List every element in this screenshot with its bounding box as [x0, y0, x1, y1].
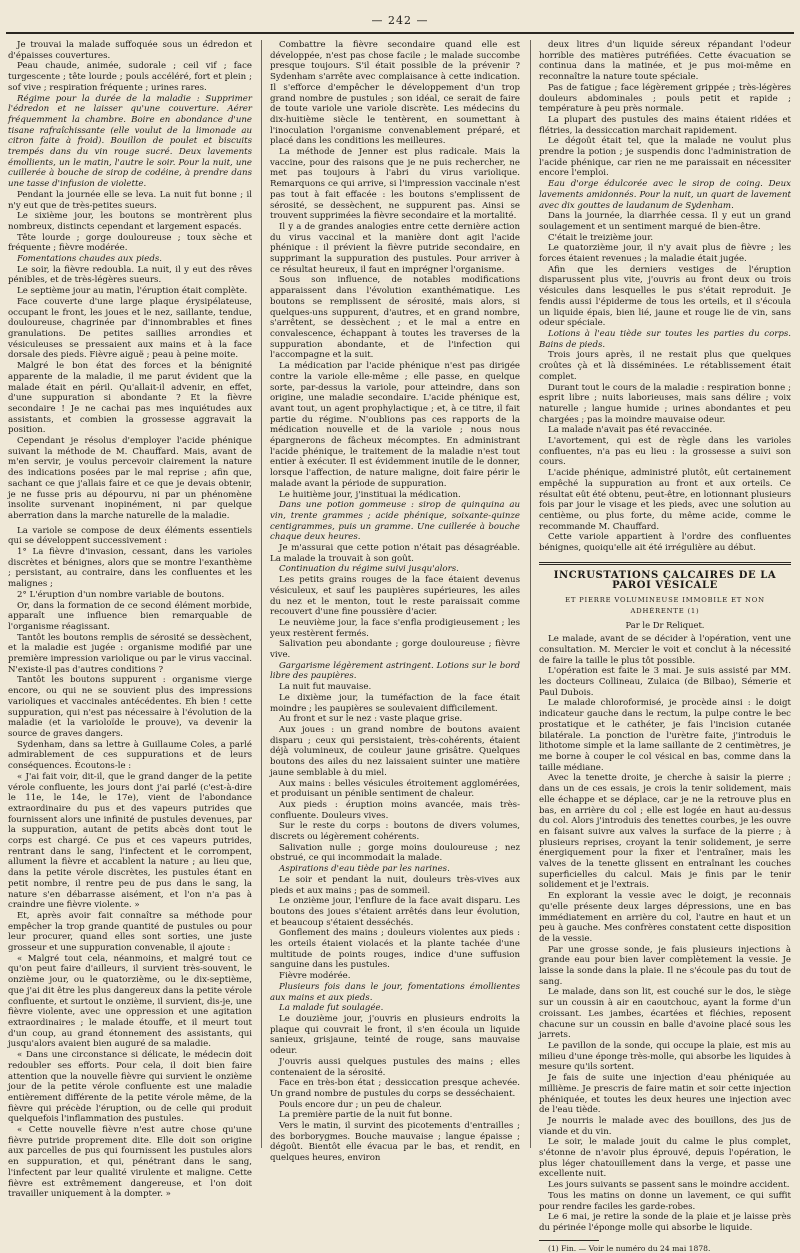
paragraph: Le malade, dans son lit, est couché sur le dos, le siège sur un coussin à air en caoutchouc, ayant la forme d'un croissant. Les jambes, écartées et fléchies, reposent chacune sur un coussin en balle d'avoine placé sous les jarrets. — [539, 987, 791, 1041]
paragraph: Cette variole appartient à l'ordre des confluentes bénignes, quoiqu'elle ait été irrégulière au début. — [539, 532, 791, 554]
paragraph: Dans la journée, la diarrhée cessa. Il y eut un grand soulagement et un sentiment marqué de bien-être. — [539, 211, 791, 232]
paragraph: Le soir, la fièvre redoubla. La nuit, il y eut des rêves pénibles, et de très-légères sueurs. — [8, 264, 252, 286]
paragraph: Le malade chloroformisé, je procède ainsi : le doigt indicateur gauche dans le rectum, la pulpe contre le bec prostatique et le cathéter, je fais l'incision cutanée bilatérale. La ponction de l'urètre faite, j'introduis le lithotome simple et la lame saillante de 2 centimètres, je me borne à couper le col vésical en bas, comme dans la taille médiane. — [539, 698, 791, 773]
paragraph: Tantôt les boutons suppurent : organisme vierge encore, ou qui ne se souvient plus des impressions varioliques et vaccinales antécédentes. Eh bien ! cette suppuration, qui n'est pas nécessaire à l'évolution de la maladie (et la varioloïde le prouve), va devenir la source de graves dangers. — [8, 675, 252, 739]
paragraph: Le quatorzième jour, il n'y avait plus de fièvre ; les forces étaient revenues ; la maladie était jugée. — [539, 243, 791, 265]
column-left — [8, 40, 252, 1200]
paragraph: Lotions à l'eau tiède sur toutes les parties du corps. Bains de pieds. — [539, 328, 791, 350]
paragraph: Le huitième jour, j'instituai la médication. — [279, 489, 461, 500]
paragraph: La médication par l'acide phénique n'est pas dirigée contre la variole elle-même ; elle passe, en quelque sorte, par-dessus la variole, pour atteindre, dans son origine, une maladie secondaire. L'acide phénique est, avant tout, un agent prophylactique ; et, à ce titre, il fait partie du régime. N'oublions pas ces rapports de la médication nouvelle et de la variole ; nous nous épargnerons de fâcheux mécomptes. En administrant l'acide phénique, le traitement de la maladie n'est tout entier à exécuter. Il est évidemment inutile de le donner, lorsque l'affection, de nature maligne, doit faire périr le malade avant la période de suppuration. — [270, 361, 520, 489]
column-divider — [261, 40, 262, 1148]
paragraph: 1° La fièvre d'invasion, cessant, dans les varioles discrètes et bénignes, alors que se montre l'exanthème ; persistant, au contraire, dans les confluentes et les malignes ; — [8, 547, 252, 590]
paragraph: La malade n'avait pas été revaccinée. — [548, 425, 713, 436]
paragraph: Fomentations chaudes aux pieds. — [17, 254, 163, 265]
paragraph: La plupart des pustules des mains étaient ridées et flétries, la dessiccation marchait rapidement. — [539, 114, 791, 136]
paragraph: C'était le treizième jour. — [548, 232, 654, 243]
paragraph: Le douzième jour, j'ouvris en plusieurs endroits la plaque qui couvrait le front, il s'en écoula un liquide sanieux, grisjaune, teinté de rouge, sans mauvaise odeur. — [270, 1013, 520, 1057]
footnote-rule — [539, 1240, 599, 1241]
paragraph: En explorant la vessie avec le doigt, je reconnais qu'elle présente deux larges dépressions, une en bas immédiatement en arrière du col, l'autre en haut et un peu à gauche. Mes confrères constatent cette disposition de la vessie. — [539, 891, 791, 944]
paragraph: Tête lourde ; gorge douloureuse ; toux sèche et fréquente ; fièvre modérée. — [8, 232, 252, 254]
paragraph: Je trouvai la malade suffoquée sous un édredon et d'épaisses couvertures. — [8, 40, 252, 61]
paragraph: La variole se compose de deux éléments essentiels qui se développent successivement : — [8, 525, 252, 547]
paragraph: Aux joues : un grand nombre de boutons avaient disparu ; ceux qui persistaient, très-cohérents, étaient déjà volumineux, de couleur jaune grisâtre. Quelques boutons des ailes du nez laissaient suinter une matière jaune semblable à du miel. — [270, 725, 520, 778]
paragraph: Aspirations d'eau tiède par les narines. — [279, 864, 450, 875]
paragraph: Sur le reste du corps : boutons de divers volumes, discrets ou légèrement cohérents. — [270, 821, 520, 843]
paragraph: Je nourris le malade avec des bouillons, des jus de viande et du vin. — [539, 1115, 791, 1137]
paragraph: L'avortement, qui est de règle dans les varioles confluentes, n'a pas eu lieu : la grossesse a suivi son cours. — [539, 436, 791, 468]
paragraph: Trois jours après, il ne restait plus que quelques croûtes çà et là disséminées. Le rétablissement était complet. — [539, 350, 791, 382]
paragraph: Dans une potion gommeuse : sirop de quinquina au vin, trente grammes ; acide phénique, soixante-quinze centigrammes, puis un gramme. Une cuillerée à bouche chaque deux heures. — [270, 500, 520, 543]
paragraph: Eau d'orge édulcorée avec le sirop de coing. Deux lavements amidonnés. Pour la nuit, un quart de lavement avec dix gouttes de laudanum de Sydenham. — [539, 179, 791, 211]
paragraph: L'opération est faite le 3 mai. Je suis assisté par MM. les docteurs Collineau, Zulaica (de Bilbao), Sémerie et Paul Dubois. — [539, 666, 791, 698]
page-number: — 242 — — [371, 14, 429, 27]
column-right — [539, 40, 791, 1253]
paragraph: La malade fut soulagée. — [279, 1003, 384, 1014]
paragraph: Avec la tenette droite, je cherche à saisir la pierre ; dans un de ces essais, je crois la tenir solidement, mais elle échappe et se déplace, car je ne la retrouve plus en bas, en arrière du col ; elle est logée en haut au-dessus du col. Alors j'introduis des tenettes courbes, je les ouvre en faisant suivre aux valves la surface de la pierre ; à plusieurs reprises, croyant la tenir solidement, je serre énergiquement pour la fixer et l'entraîner, mais les valves de la tenette glissent en entraînant les couches superficielles du calcul. Mais je finis par le tenir solidement et je l'extrais. — [539, 773, 791, 891]
paragraph: Gargarisme légèrement astringent. Lotions sur le bord libre des paupières. — [270, 660, 520, 682]
paragraph: Le neuvième jour, la face s'enfla prodigieusement ; les yeux restèrent fermés. — [270, 617, 520, 639]
article-body — [539, 634, 791, 1233]
paragraph: Durant tout le cours de la maladie : respiration bonne ; esprit libre ; nuits laborieuses, mais sans délire ; voix naturelle ; langue humide ; urines abondantes et peu chargées ; pas la moindre mauvaise odeur. — [539, 382, 791, 425]
paragraph: Les jours suivants se passent sans le moindre accident. — [548, 1180, 790, 1191]
paragraph: Tous les matins on donne un lavement, ce qui suffit pour rendre faciles les garde-robes. — [539, 1190, 791, 1212]
paragraph: Or, dans la formation de ce second élément morbide, apparaît une influence bien remarquable de l'organisme réagissant. — [8, 600, 252, 632]
paragraph: J'ouvris aussi quelques pustules des mains ; elles contenaient de la sérosité. — [270, 1056, 520, 1078]
case-report-conclusion — [539, 40, 791, 554]
paragraph: Salivation nulle ; gorge moins douloureuse ; nez obstrué, ce qui incommodait la malade. — [270, 842, 520, 864]
paragraph: Fièvre modérée. — [279, 971, 351, 982]
paragraph: Le 6 mai, je retire la sonde de la plaie et je laisse près du périnée l'éponge molle qui absorbe le liquide. — [539, 1212, 791, 1233]
paragraph: Pouls encore dur ; un peu de chaleur. — [279, 1099, 442, 1110]
column-middle — [270, 40, 520, 1164]
paragraph: Régime pour la durée de la maladie : Supprimer l'édredon et ne laisser qu'une couverture. Aérer fréquemment la chambre. Boire en abondance d'une tisane rafraîchissante (elle voulut de la limonade au citron faite à froid). Bouillon de poulet et biscuits trempés dans du vin rouge sucré. Deux lavements émollients, un le matin, l'autre le soir. Pour la nuit, une cuillerée à bouche de sirop de codéine, à prendre dans une tasse d'infusion de violette. — [8, 93, 252, 190]
paragraph: La méthode de Jenner est plus radicale. Mais la vaccine, pour des raisons que je ne puis rechercher, ne met pas toujours à l'abri du virus variolique. Remarquons ce qui arrive, si l'impression vaccinale n'est pas tout à fait effacée : les boutons s'emplissent de sérosité, se dessèchent, ne suppurent pas. Ainsi se trouvent supprimées la fièvre secondaire et la mortalité. — [270, 147, 520, 222]
paragraph: Sous son influence, de notables modifications apparaissent dans l'évolution exanthématique. Les boutons se remplissent de sérosité, mais alors, si quelques-uns suppurent, d'autres, et en grand nombre, s'arrêtent, se dessèchent ; et le mal a entre en convalescence, échappant à toutes les traverses de la suppuration abondante, et de l'infection qui l'accompagne et la suit. — [270, 275, 520, 361]
paragraph: Le soir, le malade jouit du calme le plus complet, s'étonne de n'avoir plus éprouvé, depuis l'opération, le plus léger chatouillement dans la verge, et passe une excellente nuit. — [539, 1137, 791, 1180]
paragraph: Aux pieds : éruption moins avancée, mais très-confluente. Douleurs vives. — [270, 799, 520, 821]
paragraph: 2° L'éruption d'un nombre variable de boutons. — [17, 589, 225, 600]
paragraph: Malgré le bon état des forces et la bénignité apparente de la maladie, il me parut évident que la malade était en péril. Qu'allait-il advenir, en effet, d'une suppuration si abondante ? Et la fièvre secondaire ! Je ne cachai pas mes inquiétudes aux assistants, et combien la grossesse aggravait la position. — [8, 361, 252, 436]
paragraph: « Malgré tout cela, néanmoins, et malgré tout ce qu'on peut faire d'ailleurs, il survient très-souvent, le onzième jour, ou le quatorzième, ou le dix-septième, que j'ai dit être les plus dangereux dans la petite vérole confluente, et surtout le onzième, il survient, dis-je, une fièvre violente, avec une oppression et une agitation extraordinaires ; le malade étouffe, et il meurt tout d'un coup, au grand étonnement des assistants, qui jusqu'alors avaient bien auguré de sa maladie. — [8, 953, 252, 1050]
footnote: (1) Fin. — Voir le numéro du 24 mai 1878. — [548, 1243, 711, 1253]
paragraph: Par une grosse sonde, je fais plusieurs injections à grande eau pour bien laver complètement la vessie. Je laisse la sonde dans la plaie. Il ne s'écoule pas du tout de sang. — [539, 944, 791, 987]
paragraph: Plusieurs fois dans le jour, fomentations émollientes aux mains et aux pieds. — [270, 981, 520, 1003]
paragraph: Le malade, avant de se décider à l'opération, vent une consultation. M. Mercier le voit et conclut à la nécessité de faire la taille le plus tôt possible. — [539, 634, 791, 666]
paragraph: « Dans une circonstance si délicate, le médecin doit redoubler ses efforts. Pour cela, il doit bien faire attention que la nouvelle fièvre qui survient le onzième jour de la petite vérole confluente est une maladie entièrement différente de la petite vérole même, de la fièvre qui précède l'éruption, ou de celle qui produit quelquefois l'inflammation des pustules. — [8, 1050, 252, 1125]
article-author: Par le Dr Reliquet. — [625, 619, 705, 630]
paragraph: Le septième jour au matin, l'éruption était complète. — [17, 286, 248, 297]
paragraph: Je fais de suite une injection d'eau phéniquée au millième. Je prescris de faire matin et soir cette injection phéniquée, et toutes les deux heures une injection avec de l'eau tiède. — [539, 1073, 791, 1116]
paragraph: Je m'assurai que cette potion n'était pas désagréable. La malade la trouvait à son goût. — [270, 543, 520, 564]
paragraph: Sydenham, dans sa lettre à Guillaume Coles, a parlé admirablement de ces suppurations et de leurs conséquences. Écoutons-le : — [8, 739, 252, 772]
paragraph: Le onzième jour, l'enflure de la face avait disparu. Les boutons des joues s'étaient arrêtés dans leur évolution, et beaucoup s'étaient desséchés. — [270, 896, 520, 928]
paragraph: Le dégoût était tel, que la malade ne voulut plus prendre la potion ; je suspendis donc l'administration de l'acide phénique, car rien ne me paraissait en nécessiter encore l'emploi. — [539, 136, 791, 179]
paragraph: Peau chaude, animée, sudorale ; ceil vif ; face turgescente ; tête lourde ; pouls accéléré, fort et plein ; sof vive ; respiration fréquente ; urines rares. — [8, 61, 252, 93]
paragraph: « Cette nouvelle fièvre n'est autre chose qu'une fièvre putride proprement dite. Elle doit son origine aux parcelles de pus qui fournissent les pustules alors en suppuration, et qui, pénétrant dans le sang, l'infectent par leur qualité virulente et maligne. Cette fièvre est extrêmement dangereuse, et l'on doit travailler uniquement à la dompter. » — [8, 1125, 252, 1200]
paragraph: Le soir et pendant la nuit, douleurs très-vives aux pieds et aux mains ; pas de sommeil. — [270, 874, 520, 896]
paragraph: Face couverte d'une large plaque érysipélateuse, occupant le front, les joues et le nez, saillante, tendue, douloureuse, chagrinée par d'innombrables et fines granulations. De petites saillies arrondies et vésiculeuses se pressaient aux mains et à la face dorsale des pieds. Fièvre aiguë ; peau à peine moite. — [8, 296, 252, 361]
paragraph: Le pavillon de la sonde, qui occupe la plaie, est mis au milieu d'une éponge très-molle, qui absorbe les liquides à mesure qu'ils sortent. — [539, 1040, 791, 1073]
section-rule — [539, 564, 791, 565]
article-subtitle: ET PIERRE VOLUMINEUSE IMMOBILE ET NON ADHÉRENTE (1) — [565, 596, 765, 615]
paragraph: Tantôt les boutons remplis de sérosité se dessèchent, et la maladie est jugée : organisme modifié par une première impression variolique ou par le virus vaccinal. N'existe-il pas d'autres conditions ? — [8, 632, 252, 675]
paragraph: deux litres d'un liquide séreux répandant l'odeur horrible des matières putréfiées. Cette évacuation se continua dans la matinée, et je pus moi-même en reconnaître la nature toute spéciale. — [539, 40, 791, 83]
paragraph: Vers le matin, il survint des picotements d'entrailles ; des borborygmes. Bouche mauvaise ; langue épaisse ; dégoût. Bientôt elle évacua par le bas, et rendit, en quelques heures, environ — [270, 1121, 520, 1164]
paragraph: Le sixième jour, les boutons se montrèrent plus nombreux, distincts cependant et largement espacés. — [8, 211, 252, 232]
paragraph: Aux mains : belles vésicules étroitement agglomérées, et produisant un pénible sentiment de chaleur. — [270, 778, 520, 800]
paragraph: Les petits grains rouges de la face étaient devenus vésiculeux, et sauf les paupières supérieures, les ailes du nez et le menton, tout le reste paraissait comme recouvert d'une fine poussière d'acier. — [270, 575, 520, 618]
paragraph: La première partie de la nuit fut bonne. — [279, 1110, 453, 1121]
paragraph: Continuation du régime suivi jusqu'alors. — [279, 564, 459, 575]
paragraph: Au front et sur le nez : vaste plaque grise. — [279, 714, 463, 725]
paragraph: Il y a de grandes analogies entre cette dernière action du virus vaccinal et la manière dont agit l'acide phénique : il prévient la fièvre putride secondaire, en supprimant la suppuration des pustules. Pour arriver à ce résultat heureux, il faut en imprégner l'organisme. — [270, 221, 520, 275]
paragraph: Afin que les derniers vestiges de l'éruption disparussent plus vite, j'ouvris au front deux ou trois vésicules dans lesquelles le pus s'était reproduit. Je fendis aussi l'épiderme de tous les orteils, et il s'écoula un liquide épais, bien lié, jaune et rouge lie de vin, sans odeur spéciale. — [539, 264, 791, 329]
paragraph: Gonflement des mains ; douleurs violentes aux pieds : les orteils étaient violacés et la plante tachée d'une multitude de points rouges, indice d'une suffusion sanguine dans les pustules. — [270, 928, 520, 971]
paragraph: La nuit fut mauvaise. — [279, 682, 372, 693]
paragraph: Salivation peu abondante ; gorge douloureuse ; fièvre vive. — [270, 639, 520, 661]
paragraph: Pendant la journée elle se leva. La nuit fut bonne ; il n'y eut que de très-petites sueurs. — [8, 189, 252, 211]
paragraph: Cependant je résolus d'employer l'acide phénique suivant la méthode de M. Chauffard. Mais, avant de m'en servir, je voulus percevoir clairement la nature des indications posées par le mal reprise ; afin que, sachant ce que j'allais faire et ce que je devais obtenir, je ne fusse pris au dépourvu, ni par un phénomène insolite survenant inopinément, ni par quelque aberration dans la marche naturelle de la maladie. — [8, 436, 252, 521]
paragraph: Face en très-bon état ; dessiccation presque achevée. Un grand nombre de pustules du corps se desséchaient. — [270, 1078, 520, 1099]
column-divider — [530, 40, 531, 1148]
paragraph: Pas de fatigue ; face légèrement grippée ; très-légères douleurs abdominales ; pouls petit et rapide ; température à peu près normale. — [539, 82, 791, 115]
paragraph: « J'ai fait voir, dit-il, que le grand danger de la petite vérole confluente, les jours dont j'ai parlé (c'est-à-dire le 11e, le 14e, le 17e), vient de l'abondance extraordinaire du pus et des vapeurs putrides que fournissent alors une infinité de pustules devenues, par la suppuration, autant de petits abcès dont tout le corps est chargé. Ce pus et ces vapeurs putrides, rentrant dans le sang, l'infectent et le corrompent, allument la fièvre et accablent la nature ; au lieu que, dans la petite vérole discrètes, les pustules étant en petit nombre, il rentre peu de pus dans le sang, la nature s'en débarrasse aisément, et l'on n'a pas à craindre une fièvre violente. » — [8, 771, 252, 911]
paragraph: L'acide phénique, administré plutôt, eût certainement empêché la suppuration au front et aux orteils. Ce résultat eût été obtenu, peut-être, en lotionnant plusieurs fois par jour le visage et les pieds, avec une solution au centième, ou plus forte, du même acide, comme le recommande M. Chauffard. — [539, 468, 791, 532]
section-rule — [539, 562, 791, 563]
paragraph: Et, après avoir fait connaître sa méthode pour empêcher la trop grande quantité de pustules ou pour leur procurer, quand elles sont sorties, une juste grosseur et une suppuration convenable, il ajoute : — [8, 910, 252, 954]
article-title: INCRUSTATIONS CALCAIRES DE LA PAROI VÉSICALE — [553, 569, 777, 592]
paragraph: Le dixième jour, la tuméfaction de la face était moindre ; les paupières se soulevaient difficilement. — [270, 692, 520, 714]
header-rule — [6, 32, 794, 34]
paragraph: Combattre la fièvre secondaire quand elle est développée, n'est pas chose facile ; le malade succombe presque toujours. S'il était possible de la prévenir ? Sydenham s'arrête avec complaisance à cette indication. Il s'efforce d'empêcher le développement d'un trop grand nombre de pustules ; son idéal, ce serait de faire de toute variole une variole discrète. Les médecins du dix-huitième siècle le tentèrent, en soumettant à l'inoculation l'organisme convenablement préparé, et placé dans les conditions les meilleures. — [270, 40, 520, 147]
